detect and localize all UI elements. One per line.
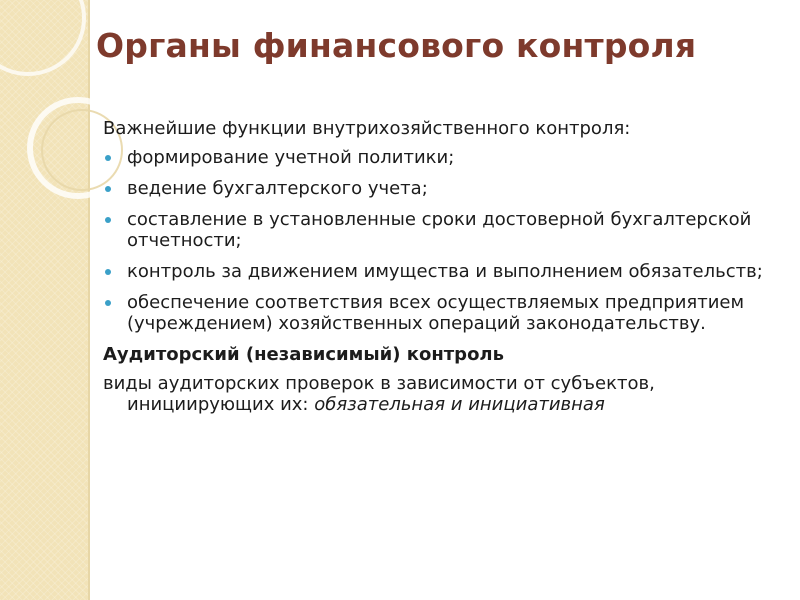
list-item-text: обеспечение соответствия всех осуществляемых предприятием (учреждением) хозяйственных операций законодательству. [127, 292, 745, 334]
list-item [103, 209, 778, 251]
list-item-text: формирование учетной политики; [127, 147, 455, 168]
list-item [103, 147, 778, 168]
slide-body [103, 118, 778, 423]
bullet-icon [105, 217, 111, 223]
bullet-icon [105, 269, 111, 275]
intro-text: Важнейшие функции внутрихозяйственного контроля: [103, 118, 631, 139]
slide-title: Органы финансового контроля [96, 26, 697, 65]
audit-text: виды аудиторских проверок в зависимости от субъектов, инициирующих их: [103, 373, 655, 415]
list-item-text: составление в установленные сроки достоверной бухгалтерской отчетности; [127, 209, 752, 251]
list-item-text: ведение бухгалтерского учета; [127, 178, 428, 199]
list-item [103, 292, 778, 334]
audit-heading: Аудиторский (независимый) контроль [103, 344, 505, 365]
list-item [103, 178, 778, 199]
functions-list [103, 147, 778, 334]
list-item [103, 261, 778, 282]
audit-paragraph [103, 373, 778, 415]
bullet-icon [105, 186, 111, 192]
bullet-icon [105, 155, 111, 161]
bullet-icon [105, 300, 111, 306]
deco-circle-top [0, 0, 84, 74]
list-item-text: контроль за движением имущества и выполнением обязательств; [127, 261, 763, 282]
audit-types: обязательная и инициативная [314, 394, 605, 415]
